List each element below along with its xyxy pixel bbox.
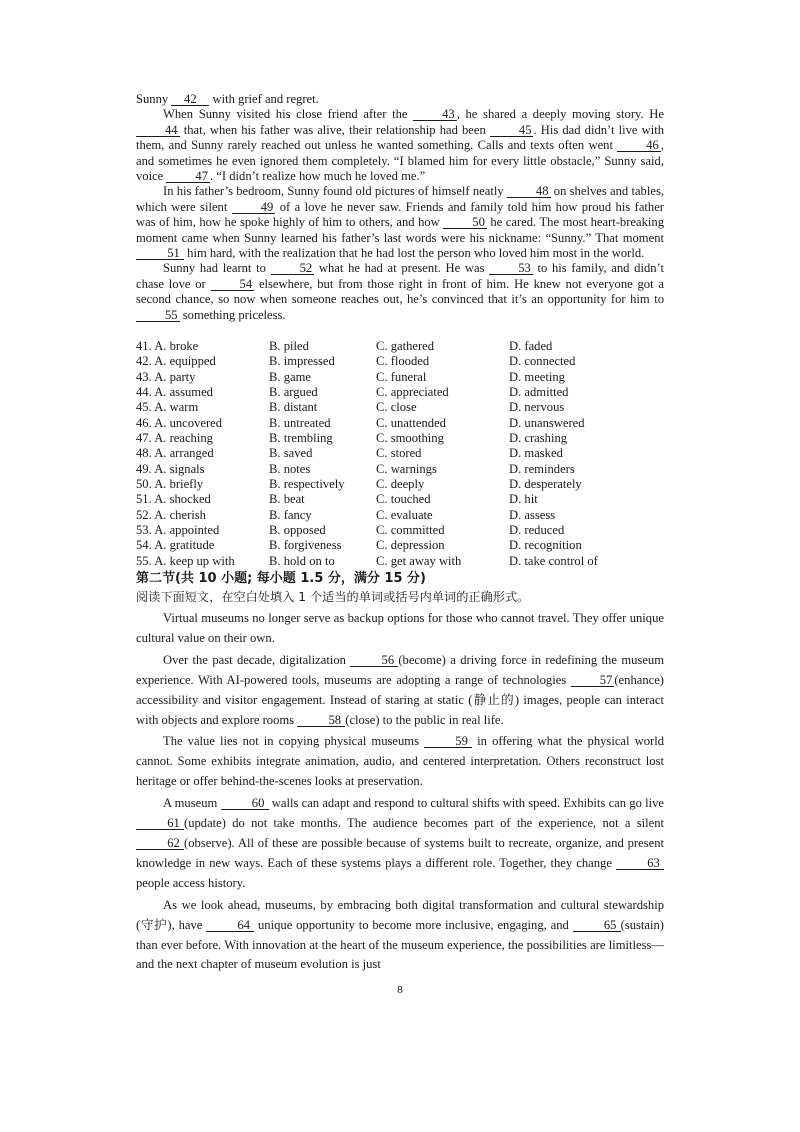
option-d: D. assess: [509, 507, 556, 522]
blank-42: 42: [171, 93, 209, 106]
option-b: B. fancy: [269, 507, 312, 522]
option-c: C. close: [376, 400, 417, 415]
option-c: C. appreciated: [376, 385, 449, 400]
blank-57: 57: [571, 674, 615, 687]
blank-44: 44: [136, 124, 180, 137]
blank-46: 46: [617, 139, 661, 152]
option-a: 54. A. gratitude: [136, 538, 215, 553]
option-b: B. untreated: [269, 415, 331, 430]
option-b: B. game: [269, 369, 311, 384]
option-b: B. beat: [269, 492, 305, 507]
option-b: B. notes: [269, 461, 311, 476]
option-row: [136, 477, 664, 492]
blank-56: 56: [350, 654, 398, 667]
option-a: 50. A. briefly: [136, 477, 204, 492]
option-a: 55. A. keep up with: [136, 553, 235, 568]
option-row: [136, 370, 664, 385]
option-a: 48. A. arranged: [136, 446, 214, 461]
grammar-paragraph-5: As we look ahead, museums, by embracing both digital transformation and cultural stewardship (守护), have 64 unique opportunity to become more inclusive, engaging, and 65 (sustain) than ever before. With innovation at the heart of the museum experience, the possibilities are limitless—and the next chapter of museum evolution is just: [136, 897, 664, 972]
option-row: [136, 508, 664, 523]
option-d: D. unanswered: [509, 415, 585, 430]
option-a: 43. A. party: [136, 369, 196, 384]
blank-58: 58: [297, 714, 345, 727]
option-c: C. unattended: [376, 415, 446, 430]
option-row: [136, 554, 664, 569]
option-d: D. admitted: [509, 385, 569, 400]
option-a: 52. A. cherish: [136, 507, 206, 522]
option-c: C. depression: [376, 538, 445, 553]
option-b: B. forgiveness: [269, 538, 342, 553]
option-b: B. respectively: [269, 477, 345, 492]
page-number: 8: [397, 984, 403, 996]
cloze-paragraph-0: Sunny 42 with grief and regret.: [136, 92, 319, 106]
cloze-paragraph-1: When Sunny visited his close friend after the 43 , he shared a deeply moving story. He 44 that, when his father was alive, their relationship had been 45 . His dad didn’t live with them, and Sunny rarely reached out unless he wanted something. Calls and texts often went 46 , and sometimes he even ignored them completely. “I blamed him for every little obstacle,” Sunny said, voice 47 . “I didn’t realize how much he loved me.”: [136, 107, 664, 184]
blank-63: 63: [616, 857, 664, 870]
option-a: 42. A. equipped: [136, 354, 216, 369]
blank-60: 60: [221, 797, 269, 810]
blank-59: 59: [424, 735, 472, 748]
blank-49: 49: [232, 201, 276, 214]
option-a: 53. A. appointed: [136, 523, 220, 538]
grammar-paragraph-4: A museum 60 walls can adapt and respond to cultural shifts with speed. Exhibits can go live 61 (update) do not take months. The audience becomes part of the experience, not a silent 62 (observe). All of these are possible because of systems built to recreate, organize, and present knowledge in new ways. Each of these systems plays a different role. Together, they change 63 people access history.: [136, 796, 664, 890]
option-a: 45. A. warm: [136, 400, 199, 415]
blank-61: 61: [136, 817, 184, 830]
blank-52: 52: [271, 262, 315, 275]
blank-53: 53: [489, 262, 533, 275]
option-row: [136, 446, 664, 461]
blank-65: 65: [573, 919, 621, 932]
option-d: D. masked: [509, 446, 563, 461]
option-b: B. saved: [269, 446, 313, 461]
blank-47: 47: [166, 170, 210, 183]
option-d: D. reminders: [509, 461, 575, 476]
option-row: [136, 400, 664, 415]
option-c: C. get away with: [376, 553, 462, 568]
grammar-paragraph-2: Over the past decade, digitalization 56 (become) a driving force in redefining the museum experience. With AI-powered tools, museums are adopting a range of technologies 57 (enhance) accessibility and visitor engagement. Instead of staring at static (静止的) images, people can interact with objects and explore rooms 58 (close) to the public in real life.: [136, 652, 665, 727]
options-list: [136, 339, 664, 569]
option-row: [136, 354, 664, 369]
blank-54: 54: [211, 278, 255, 291]
section-heading: 第二节(共 10 小题; 每小题 1.5 分，满分 15 分): [136, 571, 426, 586]
option-c: C. funeral: [376, 369, 427, 384]
grammar-paragraph-1: Virtual museums no longer serve as backup options for those who cannot travel. They offer unique cultural value on their own.: [136, 611, 664, 645]
option-b: B. trembling: [269, 431, 333, 446]
option-row: [136, 492, 664, 507]
option-a: 44. A. assumed: [136, 385, 213, 400]
option-row: [136, 523, 664, 538]
option-a: 41. A. broke: [136, 339, 199, 353]
blank-43: 43: [413, 108, 457, 121]
option-a: 46. A. uncovered: [136, 415, 223, 430]
option-row: [136, 385, 664, 400]
option-c: C. flooded: [376, 354, 430, 369]
cloze-paragraph-3: Sunny had learnt to 52 what he had at present. He was 53 to his family, and didn’t chase love or 54 elsewhere, but from those right in front of him. He knew not everyone got a second chance, so now when someone reaches out, he’s convinced that it’s an opportunity for him to 55 something priceless.: [136, 261, 664, 322]
blank-51: 51: [136, 247, 184, 260]
option-row: [136, 416, 664, 431]
option-b: B. piled: [269, 339, 309, 353]
option-b: B. hold on to: [269, 553, 335, 568]
option-row: [136, 431, 664, 446]
option-d: D. faded: [509, 339, 553, 353]
option-d: D. crashing: [509, 431, 568, 446]
cloze-passage: [136, 92, 664, 323]
blank-48: 48: [507, 185, 551, 198]
option-c: C. committed: [376, 523, 445, 538]
option-c: C. deeply: [376, 477, 425, 492]
option-a: 51. A. shocked: [136, 492, 211, 507]
grammar-paragraph-3: The value lies not in copying physical museums 59 in offering what the physical world cannot. Some exhibits integrate animation, audio, and centered interpretation. Others reconstruct lost heritage or offer behind-the-scenes looks at preservation.: [136, 734, 664, 789]
option-c: C. gathered: [376, 339, 435, 353]
option-d: D. recognition: [509, 538, 582, 553]
grammar-passage: [136, 609, 664, 975]
blank-55: 55: [136, 309, 180, 322]
blank-45: 45: [490, 124, 534, 137]
option-c: C. touched: [376, 492, 431, 507]
section-instruction: 阅读下面短文，在空白处填入 1 个适当的单词或括号内单词的正确形式。: [136, 590, 530, 604]
option-b: B. impressed: [269, 354, 335, 369]
option-a: 47. A. reaching: [136, 431, 213, 446]
option-a: 49. A. signals: [136, 461, 205, 476]
option-row: [136, 339, 664, 354]
option-row: [136, 538, 664, 553]
option-d: D. desperately: [509, 477, 582, 492]
option-d: D. meeting: [509, 369, 565, 384]
cloze-paragraph-2: In his father’s bedroom, Sunny found old pictures of himself neatly 48 on shelves and tables, which were silent 49 of a love he never saw. Friends and family told him how proud his father was of him, how he spoke highly of him to others, and how 50 he cared. The most heart-breaking moment came when Sunny learned his father’s last words were his nickname: “Sunny.” That moment 51 him hard, with the realization that he had lost the person who loved him most in the world.: [136, 184, 664, 261]
blank-50: 50: [443, 216, 487, 229]
option-d: D. reduced: [509, 523, 565, 538]
option-d: D. take control of: [509, 553, 598, 568]
option-b: B. distant: [269, 400, 318, 415]
option-c: C. warnings: [376, 461, 437, 476]
option-b: B. opposed: [269, 523, 326, 538]
option-d: D. nervous: [509, 400, 565, 415]
option-row: [136, 462, 664, 477]
option-c: C. stored: [376, 446, 422, 461]
option-c: C. evaluate: [376, 507, 433, 522]
option-d: D. hit: [509, 492, 538, 507]
blank-62: 62: [136, 837, 184, 850]
option-d: D. connected: [509, 354, 576, 369]
option-c: C. smoothing: [376, 431, 444, 446]
blank-64: 64: [206, 919, 254, 932]
option-b: B. argued: [269, 385, 318, 400]
